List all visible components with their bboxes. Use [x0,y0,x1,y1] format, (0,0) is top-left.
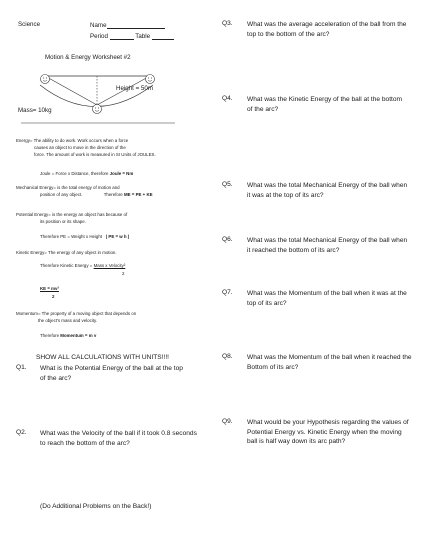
name-field[interactable] [90,22,165,29]
q6-text: What was the total Mechanical Energy of the ball when it reached the bottom of its arc? [247,237,408,254]
period-label: Period [90,32,108,40]
joule-text: Joule = Force x Distance, therefore [40,171,109,176]
q1-number: Q1. [16,364,27,371]
period-blank[interactable] [110,33,134,40]
footer-note: (Do Additional Problems on the Back!) [40,503,152,510]
kinetic-fraction-denominator: 2 [122,271,125,276]
ke-formula-denominator: 2 [52,294,55,299]
momentum-definition [16,311,211,325]
q2-text: What was the Velocity of the ball if it took 0.8 seconds to reach the bottom of the arc? [40,430,197,447]
mechanical-line2: position of any object. [40,191,83,197]
q5-number: Q5. [222,181,233,188]
q2-number: Q2. [16,429,27,436]
momentum-formula: Momentum = m v [60,333,97,338]
mechanical-term: Mechanical Energy= [16,185,56,190]
ke-formula-num-text: KE = mv² [40,286,59,291]
energy-term: Energy= [16,138,33,143]
potential-line1: is the energy an object has because of [52,212,128,217]
q1-text: What is the Potential Energy of the ball at the top of the arc? [40,365,183,382]
momentum-therefore: Therefore [40,333,60,338]
q8-number: Q8. [222,353,233,360]
momentum-formula-row [40,333,96,340]
momentum-term: Momentum= [16,311,41,316]
kinetic-term: Kinetic Energy= [16,250,47,255]
kinetic-therefore: Therefore Kinetic Energy = [40,263,93,268]
mechanical-line1: is the total energy of motion and [57,185,120,190]
kinetic-formula-row [40,263,125,270]
q3-text: What was the average acceleration of the ball from the top to the bottom of the arc? [247,21,407,38]
momentum-line1: The property of a moving object that depends on [41,311,137,316]
energy-line3: force. The amount of work is measured in SI Units of JOULES. [34,151,156,157]
mechanical-energy-definition [16,185,211,199]
q8-text: What was the Momentum of the ball when it reached the Bottom of its arc? [247,354,412,371]
table-blank[interactable] [152,33,174,40]
momentum-line2: the object's mass and velocity. [38,317,98,323]
potential-line2: its position or its shape. [40,218,86,224]
kinetic-energy-definition [16,250,117,257]
energy-line1: The ability to do work. Work occurs when a force [33,138,129,143]
potential-formula: ( PE = w h ) [105,234,130,239]
q9-text: What would be your Hypothesis regarding the values of Potential Energy vs. Kinetic Energy when the moving ball is half way down its arc path? [247,419,409,446]
period-table-row [90,33,174,40]
ball-right-icon [146,75,155,84]
potential-term: Potential Energy= [16,212,51,217]
mechanical-therefore: Therefore [103,191,123,197]
table-label: Table [135,32,151,40]
q5-text: What was the total Mechanical Energy of the ball when it was at the top of its arc? [247,182,408,199]
worksheet-title: Motion & Energy Worksheet #2 [45,54,131,61]
q4-number: Q4. [222,95,233,102]
potential-therefore: Therefore PE = Weight x Height [40,234,103,239]
potential-energy-definition [16,212,211,226]
q6-number: Q6. [222,236,233,243]
name-blank[interactable] [107,22,165,29]
q3-number: Q3. [222,20,233,27]
q4-text: What was the Kinetic Energy of the ball at the bottom of the arc? [247,96,403,113]
show-calculations-instruction: SHOW ALL CALCULATIONS WITH UNITS!!!! [36,354,169,361]
potential-formula-row [40,234,129,241]
q9-number: Q9. [222,418,233,425]
kinetic-fraction-numerator: Mass x Velocity² [93,263,126,268]
energy-definition [16,138,211,158]
kinetic-line1: The energy of any object in motion. [48,250,117,255]
ke-formula-numerator [40,286,59,292]
string-left [45,76,97,105]
q7-text: What was the Momentum of the ball when it was at the top of its arc? [247,290,407,307]
mass-label: Mass= 10kg [18,107,52,114]
joule-definition [40,171,133,178]
subject-label: Science [18,21,41,28]
name-label: Name [90,21,107,29]
joule-formula: Joule = Nm [109,171,134,176]
ball-left-icon [41,75,50,84]
height-label: Height = 50m [116,85,153,92]
q7-number: Q7. [222,289,233,296]
ball-bottom-icon [93,105,102,114]
energy-line2: causes an object to move in the direction of the [34,144,126,150]
pendulum-diagram [15,66,175,130]
mechanical-formula: ME = PE + KE [124,191,153,197]
